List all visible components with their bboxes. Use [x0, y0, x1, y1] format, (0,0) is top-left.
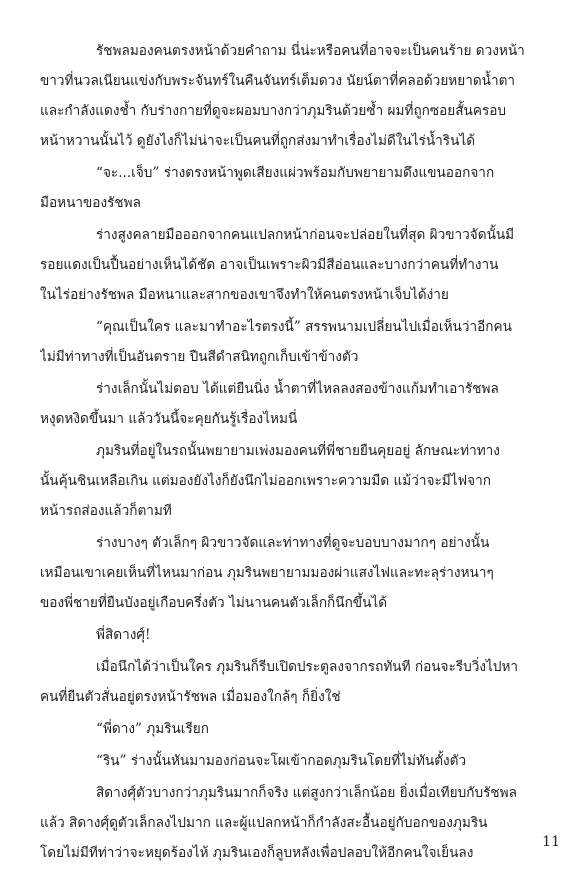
paragraph: [68, 620, 532, 650]
paragraph-line: ร่างเล็กนั้นไม่ตอบ ได้แต่ยืนนิ่ง น้ำตาที่ไหลลงสองข้างแก้มทำเอารัชพล: [96, 381, 499, 397]
paragraph-line: รอยแดงเป็นปื้นอย่างเห็นได้ชัด อาจเป็นเพราะผิวมีสีอ่อนและบางกว่าคนที่ทำงาน: [40, 257, 499, 273]
page-number: 11: [542, 834, 560, 850]
paragraph: [40, 36, 532, 156]
paragraph: [40, 778, 532, 868]
paragraph-line: ในไร่อย่างรัชพล มือหนาและสากของเขาจึงทำให้คนตรงหน้าเจ็บได้ง่าย: [40, 287, 449, 303]
paragraph: [68, 746, 532, 776]
paragraph-line: สิดางศุ์ตัวบางกว่าภุมรินมากก็จริง แต่สูงกว่าเล็กน้อย ยิ่งเมื่อเทียบกับรัชพล: [96, 785, 517, 801]
paragraph-line: หงุดหงิดขึ้นมา แล้ววันนี้จะคุยกันรู้เรื่องไหมนี่: [40, 411, 298, 427]
paragraph-line: “พี่ดาง” ภุมรินเรียก: [96, 721, 209, 737]
paragraph-line: ไม่มีท่าทางที่เป็นอันตราย ปืนสีดำสนิทถูกเก็บเข้าข้างตัว: [40, 349, 359, 365]
paragraph-line: รัชพลมองคนตรงหน้าด้วยคำถาม นี่น่ะหรือคนที่อาจจะเป็นคนร้าย ดวงหน้า: [96, 43, 525, 59]
paragraph-line: ของพี่ชายที่ยืนบังอยู่เกือบครึ่งตัว ไม่นานคนตัวเล็กก็นึกขึ้นได้: [40, 595, 388, 611]
paragraph-line: นั้นคุ้นชินเหลือเกิน แต่มองยังไงก็ยังนึกไม่ออกเพราะความมืด แม้ว่าจะมีไฟจาก: [40, 473, 492, 489]
paragraph-line: หน้าหวานนั้นไว้ ดูยังไงก็ไม่น่าจะเป็นคนที่ถูกส่งมาทำเรื่องไม่ดีในไร่น้ำรินได้: [40, 133, 476, 149]
paragraph: [40, 652, 532, 712]
paragraph: [40, 220, 532, 310]
paragraph-line: “คุณเป็นใคร และมาทำอะไรตรงนี้” สรรพนามเปลี่ยนไปเมื่อเห็นว่าอีกคน: [96, 319, 512, 335]
paragraph-line: ขาวที่นวลเนียนแข่งกับพระจันทร์ในคืนจันทร์เต็มดวง นัยน์ตาที่คลอด้วยหยาดน้ำตา: [40, 73, 516, 89]
paragraph: [40, 528, 532, 618]
paragraph-line: “ริน” ร่างนั้นหันมามองก่อนจะโผเข้ากอดภุมรินโดยที่ไม่ทันตั้งตัว: [96, 753, 467, 769]
paragraph-line: โดยไม่มีทีท่าว่าจะหยุดร้องไห้ ภุมรินเองก็ลูบหลังเพื่อปลอบให้อีกคนใจเย็นลง: [40, 845, 474, 861]
paragraph-line: ร่างสูงคลายมือออกจากคนแปลกหน้าก่อนจะปล่อยในที่สุด ผิวขาวจัดนั้นมี: [96, 227, 515, 243]
paragraph-line: แล้ว สิดางศุ์ดูตัวเล็กลงไปมาก และผู้แปลกหน้าก็กำลังสะอื้นอยู่กับอกของภุมริน: [40, 815, 488, 831]
paragraph-line: พี่สิดางศุ์!: [96, 627, 151, 643]
paragraph: [40, 312, 532, 372]
paragraph-line: ร่างบางๆ ตัวเล็กๆ ผิวขาวจัดและท่าทางที่ดูจะบอบบางมากๆ อย่างนั้น: [96, 535, 490, 551]
paragraph-line: เหมือนเขาเคยเห็นที่ไหนมาก่อน ภุมรินพยายามมองผ่าแสงไฟและทะลุร่างหนาๆ: [40, 565, 494, 581]
paragraph: [40, 158, 532, 218]
paragraph-line: คนที่ยืนตัวสั่นอยู่ตรงหน้ารัชพล เมื่อมองใกล้ๆ ก็ยิ่งใช่: [40, 689, 341, 705]
paragraph: [40, 436, 532, 526]
paragraph: [40, 374, 532, 434]
paragraph-line: “จะ...เจ็บ” ร่างตรงหน้าพูดเสียงแผ่วพร้อมกับพยายามดึงแขนออกจาก: [96, 165, 495, 181]
paragraph-line: และกำลังแดงช้ำ กับร่างกายที่ดูจะผอมบางกว่าภุมรินด้วยซ้ำ ผมที่ถูกซอยสั้นครอบ: [40, 103, 507, 119]
paragraph-line: มือหนาของรัชพล: [40, 195, 141, 211]
paragraph-line: เมื่อนึกได้ว่าเป็นใคร ภุมรินก็รีบเปิดประตูลงจากรถทันที ก่อนจะรีบวิ่งไปหา: [96, 659, 519, 675]
paragraph: [68, 714, 532, 744]
paragraph-line: หน้ารถส่องแล้วก็ตามที: [40, 503, 172, 519]
paragraph-line: ภุมรินที่อยู่ในรถนั้นพยายามเพ่งมองคนที่พี่ชายยืนคุยอยู่ ลักษณะท่าทาง: [96, 443, 500, 459]
